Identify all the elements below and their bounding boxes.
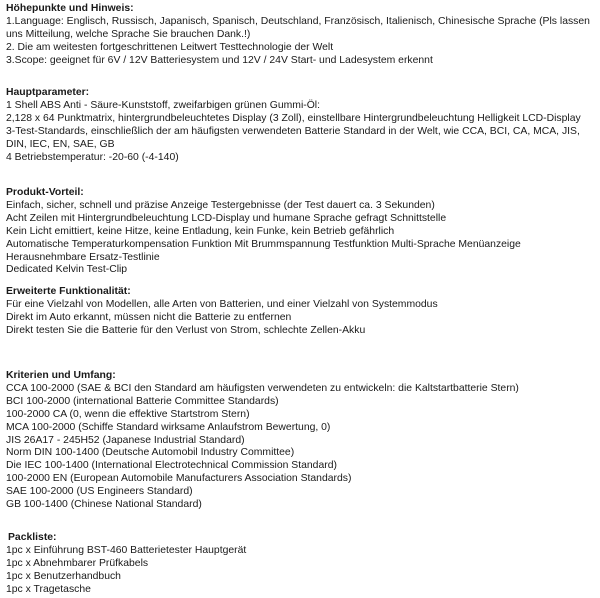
section-highlights — [6, 3, 596, 68]
section-heading-extended-functionality: Erweiterte Funktionalität: — [6, 286, 131, 297]
highlight-line-1: 1.Language: Englisch, Russisch, Japanisch, Spanisch, Deutschland, Französisch, Italienisch, Chinesische Sprache (Pls lassen uns Mitteilung, welche Sprache Sie brauchen Dank.!) — [6, 15, 590, 40]
section-product-advantages — [6, 187, 596, 277]
criteria-line-7: Die IEC 100-1400 (International Electrotechnical Commission Standard) — [6, 460, 337, 472]
functionality-line-2: Direkt im Auto erkannt, müssen nicht die Batterie zu entfernen — [6, 311, 292, 323]
section-heading-product-advantages: Produkt-Vorteil: — [6, 187, 84, 198]
packing-line-3: 1pc x Benutzerhandbuch — [6, 570, 121, 582]
section-heading-packing-list: Packliste: — [8, 532, 57, 543]
section-heading-main-parameters: Hauptparameter: — [6, 87, 90, 98]
section-heading-criteria-scope: Kriterien und Umfang: — [6, 370, 116, 381]
section-main-parameters — [6, 87, 596, 164]
criteria-line-9: SAE 100-2000 (US Engineers Standard) — [6, 486, 193, 498]
section-criteria-scope — [6, 370, 596, 512]
section-extended-functionality — [6, 286, 596, 338]
packing-line-2: 1pc x Abnehmbarer Prüfkabels — [6, 557, 149, 569]
parameter-line-3: 3-Test-Standards, einschließlich der am häufigsten verwendeten Batterie Standard in der Welt, wie CCA, BCI, CA, MCA, JIS, DIN, IEC, EN, SAE, GB — [6, 125, 580, 150]
criteria-line-10: GB 100-1400 (Chinese National Standard) — [6, 499, 202, 511]
section-packing-list — [6, 532, 596, 597]
criteria-line-2: BCI 100-2000 (international Batterie Committee Standards) — [6, 395, 279, 407]
criteria-line-3: 100-2000 CA (0, wenn die effektive Startstrom Stern) — [6, 408, 250, 420]
criteria-line-8: 100-2000 EN (European Automobile Manufacturers Association Standards) — [6, 473, 352, 485]
advantage-line-6: Dedicated Kelvin Test-Clip — [6, 264, 128, 276]
advantage-line-3: Kein Licht emittiert, keine Hitze, keine Entladung, kein Funke, kein Betrieb gefährlich — [6, 225, 395, 237]
criteria-line-5: JIS 26A17 - 245H52 (Japanese Industrial Standard) — [6, 434, 245, 446]
advantage-line-1: Einfach, sicher, schnell und präzise Anzeige Testergebnisse (der Test dauert ca. 3 Sekunden) — [6, 199, 435, 211]
highlight-line-2: 2. Die am weitesten fortgeschrittenen Leitwert Testtechnologie der Welt — [6, 41, 334, 53]
highlight-line-3: 3.Scope: geeignet für 6V / 12V Batteriesystem und 12V / 24V Start- und Ladesystem erkennt — [6, 54, 433, 66]
functionality-line-1: Für eine Vielzahl von Modellen, alle Arten von Batterien, und einer Vielzahl von Systemmodus — [6, 298, 438, 310]
advantage-line-4: Automatische Temperaturkompensation Funktion Mit Brummspannung Testfunktion Multi-Sprache Menüanzeige — [6, 238, 521, 250]
criteria-line-1: CCA 100-2000 (SAE & BCI den Standard am häufigsten verwendeten zu entwickeln: die Kaltstartbatterie Stern) — [6, 382, 519, 394]
parameter-line-4: 4 Betriebstemperatur: -20-60 (-4-140) — [6, 151, 179, 163]
advantage-line-2: Acht Zeilen mit Hintergrundbeleuchtung LCD-Display und humane Sprache gefragt Schnittstelle — [6, 212, 447, 224]
functionality-line-3: Direkt testen Sie die Batterie für den Verlust von Strom, schlechte Zellen-Akku — [6, 324, 366, 336]
criteria-line-4: MCA 100-2000 (Schiffe Standard wirksame Anlaufstrom Bewertung, 0) — [6, 421, 331, 433]
parameter-line-1: 1 Shell ABS Anti - Säure-Kunststoff, zweifarbigen grünen Gummi-Öl: — [6, 99, 320, 111]
packing-line-1: 1pc x Einführung BST-460 Batterietester Hauptgerät — [6, 544, 247, 556]
packing-line-4: 1pc x Tragetasche — [6, 583, 91, 595]
section-heading-highlights: Höhepunkte und Hinweis: — [6, 3, 134, 14]
criteria-line-6: Norm DIN 100-1400 (Deutsche Automobil Industry Committee) — [6, 447, 295, 459]
parameter-line-2: 2,128 x 64 Punktmatrix, hintergrundbeleuchtetes Display (3 Zoll), einstellbare Hintergrundbeleuchtung Helligkeit LCD-Display — [6, 112, 581, 124]
advantage-line-5: Herausnehmbare Ersatz-Testlinie — [6, 251, 160, 263]
